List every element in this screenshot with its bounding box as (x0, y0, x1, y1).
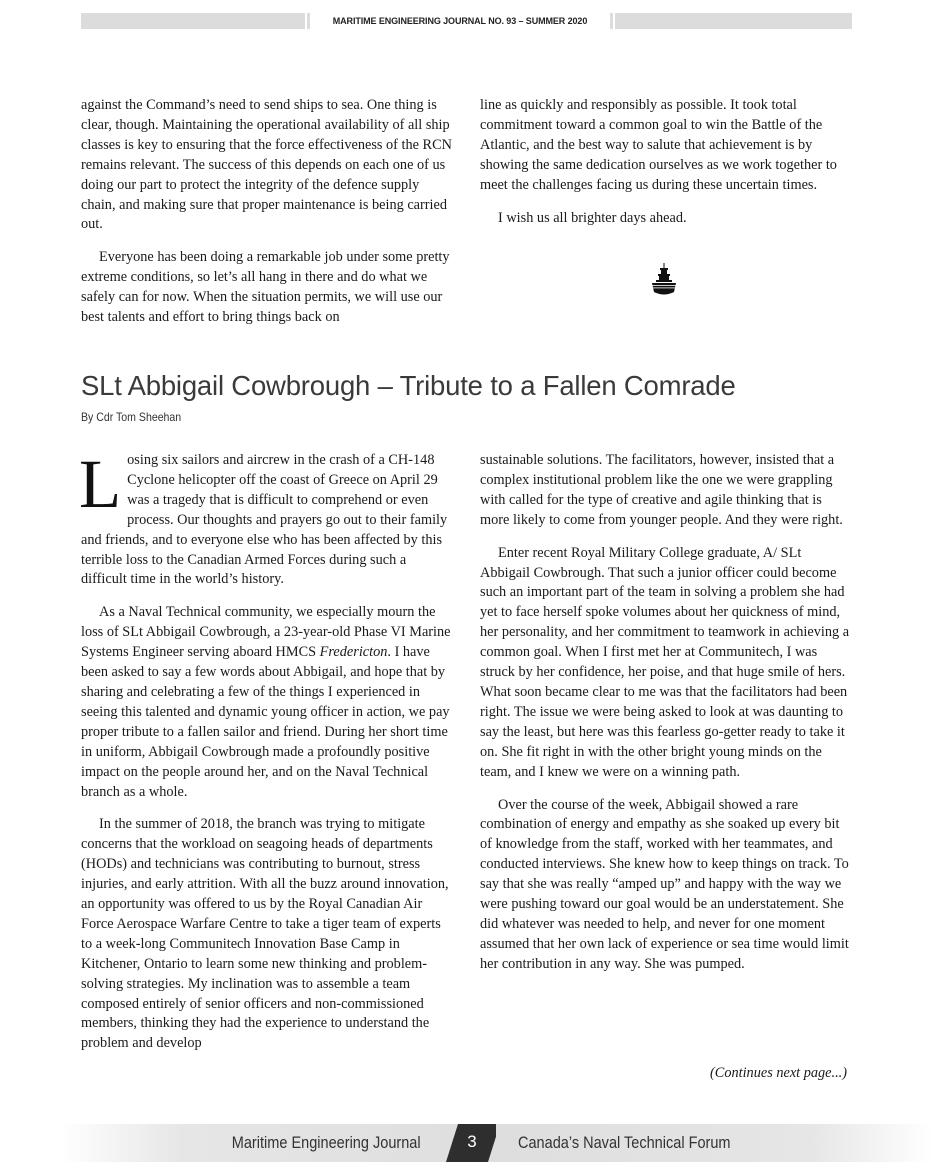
ship-icon (650, 263, 678, 299)
page-number: 3 (467, 1132, 477, 1151)
paragraph: line as quickly and responsibly as possible. It took total commitment toward a common goal to win the Battle of the Atlantic, and the best way to salute that achievement is by showing the same dedication ourselves as we work together to meet the challenges facing us during these uncertain times. (480, 97, 837, 193)
running-title: MARITIME ENGINEERING JOURNAL NO. 93 – SUMMER 2020 (332, 16, 588, 26)
article-right-column (480, 451, 852, 975)
opening-paragraph (79, 446, 453, 590)
paragraph: sustainable solutions. The facilitators, however, insisted that a complex institutional problem like the one we were grappling with called for the type of creative and agile thinking that is more likely to come from younger people. And they were right. (480, 452, 843, 528)
header-divider-right (610, 13, 613, 29)
paragraph: Enter recent Royal Military College graduate, A/ SLt Abbigail Cowbrough. That such a junior officer could become such an important part of the team in solving a problem she had yet to face herself spoke volumes about her quickness of mind, her personality, and her commitment to teamwork in achieving a common goal. When I first met her at Communitech, I was struck by her confidence, her poise, and that huge smile of hers. What soon became clear to me was that the facilitators had been right. The issue we were being asked to look at was daunting to say the least, but here was this fearless go-getter ready to take it on. She fit right in with the other bright young minds on the team, and I knew we were on a winning path. (480, 544, 850, 780)
paragraph (81, 603, 453, 802)
article-title: SLt Abbigail Cowbrough – Tribute to a Fallen Comrade (81, 370, 736, 401)
paragraph: Everyone has been doing a remarkable job under some pretty extreme conditions, so let’s all hang in there and do what we safely can for now. When the situation permits, we will use our best talents and effort to bring things back on (81, 249, 450, 326)
page-footer (60, 1124, 933, 1162)
byline: By Cdr Tom Sheehan (81, 410, 182, 424)
paragraph-text: . I have been asked to say a few words about Abbigail, and hope that by sharing and celebrating a few of the things I experienced in seeing this talented and dynamic young officer in action, we pay proper tribute to a fallen sailor and friend. During her short time in uniform, Abbigail Cowbrough made a profoundly positive impact on the people around her, and on the Naval Technical branch as a whole. (81, 644, 450, 800)
article-left-column (79, 446, 453, 1054)
previous-article-right-column (480, 96, 852, 228)
closing-line: I wish us all brighter days ahead. (498, 209, 687, 226)
header-bar-left (81, 13, 305, 29)
paragraph: Over the course of the week, Abbigail showed a rare combination of energy and empathy as she soaked up every bit of knowledge from the staff, worked with her teammates, and conducted interviews. She knew how to keep things on track. To say that she was really “amped up” and happy with the way we were pushing toward our goal would be an understatement. She did whatever was needed to help, and never for one moment assumed that her own lack of experience or sea time would limit her contribution in any way. She was pumped. (480, 796, 849, 972)
header-bar-right (615, 13, 852, 29)
running-header (81, 13, 852, 29)
footer-tagline: Canada’s Naval Technical Forum (518, 1134, 731, 1152)
paragraph-text: osing six sailors and aircrew in the crash of a CH-148 Cyclone helicopter off the coast of Greece on April 29 was a tragedy that is difficult to comprehend or even process. Our thoughts and prayers go out to their family and friends, and to everyone else who has been affected by this terrible loss to the Canadian Armed Forces during such a difficult time in the world’s history. (81, 452, 448, 588)
paragraph-text: As a Naval Technical community, we especially mourn the loss of SLt Abbigail Cowbrough, a 23-year-old Phase VI Marine Systems Engineer serving aboard HMCS (81, 604, 451, 661)
footer-journal-name: Maritime Engineering Journal (232, 1134, 421, 1152)
drop-cap: L (79, 446, 122, 522)
paragraph: In the summer of 2018, the branch was trying to mitigate concerns that the workload on seagoing heads of departments (HODs) and technicians was contributing to burnout, stress injuries, and early attrition. With all the buzz around innovation, an opportunity was offered to us by the Royal Canadian Air Force Aerospace Warfare Centre to take a tiger team of experts to a week-long Communitech Innovation Base Camp in Kitchener, Ontario to learn some new thinking and problem-solving strategies. My inclination was to assemble a team composed entirely of senior officers and non-commissioned members, thinking they had the experience to understand the problem and develop (81, 816, 449, 1052)
ship-name: Fredericton (319, 644, 388, 661)
paragraph: against the Command’s need to send ships to sea. One thing is clear, though. Maintaining the operational availability of all ship classes is key to ensuring that the force effectiveness of the RCN remains relevant. The success of this depends on each one of us doing our part to protect the integrity of the defence supply chain, and making sure that proper maintenance is being carried out. (81, 97, 452, 233)
continues-note: (Continues next page...) (710, 1065, 847, 1081)
previous-article-left-column (81, 96, 453, 328)
